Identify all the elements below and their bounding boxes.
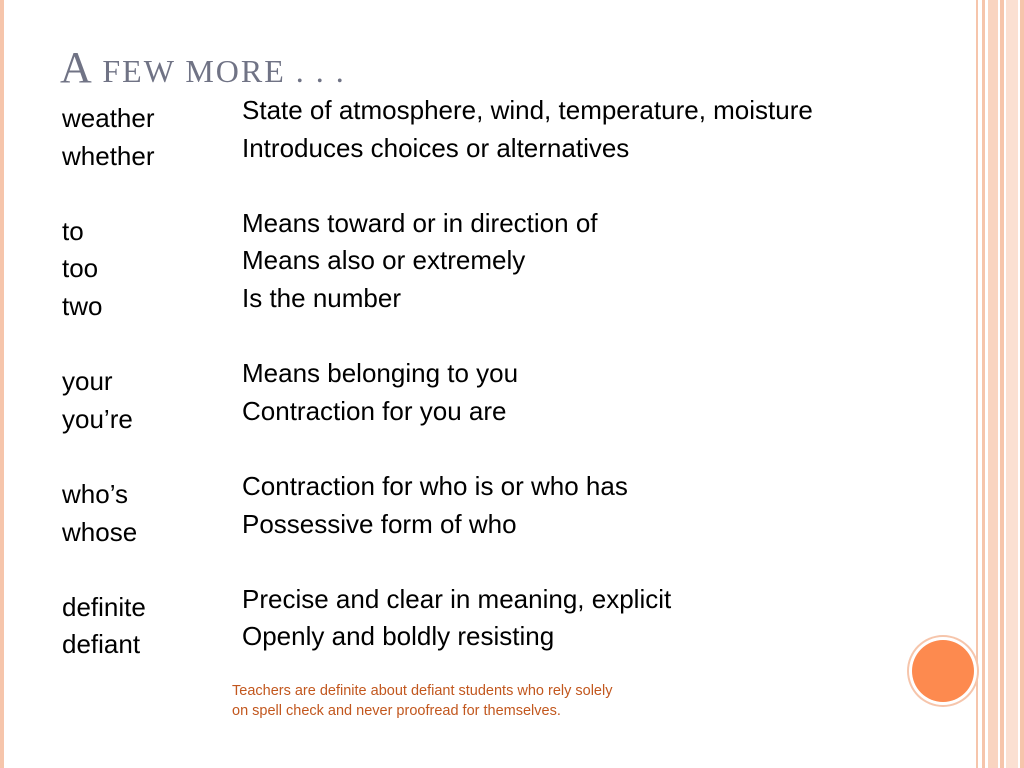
right-stripe-decoration [1000,0,1004,768]
definition-item: State of atmosphere, wind, temperature, moisture [242,95,813,125]
definition-spacer [242,430,813,468]
footnote-line: on spell check and never proofread for themselves. [232,703,561,719]
title-rest: FEW MORE . . . [102,53,346,89]
word-spacer [62,438,155,476]
definition-item: Introduces choices or alternatives [242,132,630,163]
word-spacer [62,551,155,589]
definition-item: Contraction for who is or who has [242,470,628,501]
word-list [62,100,155,664]
word-item: your [62,366,113,397]
definition-item: Contraction for you are [242,395,507,426]
left-border-decoration [0,0,4,768]
right-stripe-decoration [1006,0,1018,768]
word-item: whose [62,516,138,547]
title-initial: A [60,43,91,92]
word-item: too [62,253,99,284]
definition-item: Possessive form of who [242,508,517,539]
definition-spacer [242,167,813,205]
footnote-line: Teachers are definite about defiant students who rely solely [232,683,613,699]
definition-item: Means toward or in direction of [242,207,598,238]
word-item: who’s [62,478,129,509]
word-item: defiant [62,629,141,660]
word-item: two [62,290,103,321]
word-item: whether [62,140,155,171]
definition-item: Is the number [242,282,401,313]
definition-item: Openly and boldly resisting [242,621,555,652]
right-stripe-decoration [982,0,985,768]
definition-spacer [242,318,813,356]
word-item: weather [62,103,155,133]
right-stripe-decoration [1020,0,1024,768]
right-stripe-decoration [988,0,998,768]
definition-list [242,92,813,656]
word-item: you’re [62,403,133,434]
definition-item: Means belonging to you [242,358,519,389]
word-spacer [62,326,155,364]
definition-item: Precise and clear in meaning, explicit [242,583,672,614]
word-item: to [62,215,84,246]
footnote [232,681,702,721]
word-spacer [62,175,155,213]
right-stripe-decoration [976,0,978,768]
definition-spacer [242,543,813,581]
word-item: definite [62,591,146,622]
slide-title [60,42,346,93]
definition-item: Means also or extremely [242,245,526,276]
orange-circle-decoration [912,640,974,702]
